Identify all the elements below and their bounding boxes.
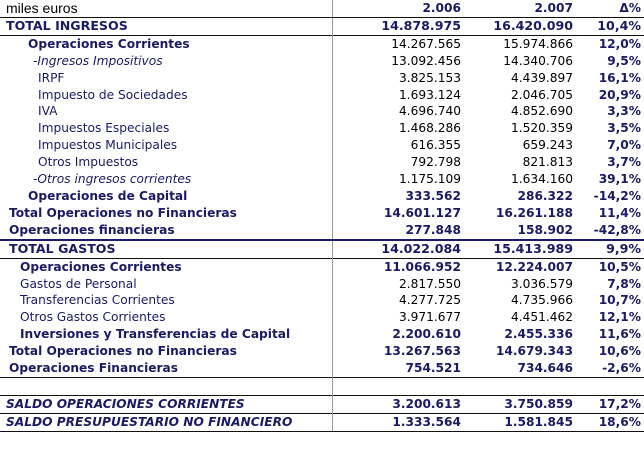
row-label: Operaciones de Capital	[28, 188, 188, 203]
delta-percent: 12,0%	[576, 35, 644, 52]
row-label: -Otros ingresos corrientes	[33, 172, 192, 187]
delta-percent: 11,4%	[598, 205, 641, 220]
value-2006: 3.200.613	[332, 395, 464, 413]
value-2007: 1.520.359	[510, 121, 573, 136]
value-2006: 14.267.565	[332, 35, 464, 52]
table-row	[0, 205, 644, 222]
delta-percent: 7,8%	[607, 276, 641, 291]
units-label: miles euros	[0, 0, 332, 17]
table-row	[0, 240, 644, 258]
value-2007: 1.634.160	[510, 172, 573, 187]
value-2006: 13.092.456	[332, 53, 464, 70]
value-2006: 4.696.740	[332, 103, 464, 120]
row-label: Operaciones Corrientes	[0, 35, 332, 52]
table-row	[0, 309, 644, 326]
table-row	[0, 120, 644, 137]
row-label: Operaciones Corrientes	[0, 258, 332, 275]
value-2006: 1.175.109	[332, 171, 464, 188]
table-row	[0, 413, 644, 431]
value-2006: 14.601.127	[332, 205, 464, 222]
delta-percent: 11,6%	[598, 327, 641, 342]
table-row	[0, 276, 644, 293]
table-row	[0, 171, 644, 188]
value-2007: 14.340.706	[503, 53, 573, 68]
value-2007: 1.581.845	[464, 413, 576, 431]
value-2007: 286.322	[517, 188, 573, 203]
delta-percent: 9,9%	[576, 240, 644, 258]
header-row	[0, 0, 644, 17]
value-2007: 3.750.859	[464, 395, 576, 413]
table-row	[0, 35, 644, 52]
row-label: Inversiones y Transferencias de Capital	[20, 327, 291, 342]
table-row	[0, 292, 644, 309]
table-row	[0, 103, 644, 120]
row-label: IRPF	[38, 70, 65, 85]
table-row	[0, 395, 644, 413]
table-row	[0, 70, 644, 87]
year-2007-header: 2.007	[464, 0, 576, 17]
delta-percent: 3,7%	[607, 155, 641, 170]
value-2006: 1.693.124	[332, 87, 464, 104]
table-row	[0, 343, 644, 360]
row-label: TOTAL INGRESOS	[6, 17, 128, 33]
table-row	[0, 53, 644, 70]
delta-percent: 10,6%	[598, 344, 641, 359]
table-row	[0, 222, 644, 240]
value-2006: 14.878.975	[332, 17, 464, 35]
value-2006: 792.798	[332, 154, 464, 171]
value-2006: 277.848	[332, 222, 464, 240]
delta-percent: -14,2%	[593, 188, 641, 203]
delta-percent: -42,8%	[593, 222, 641, 237]
table-row	[0, 154, 644, 171]
table-row	[0, 360, 644, 377]
value-2007: 3.036.579	[510, 276, 573, 291]
row-label: Otros Impuestos	[38, 155, 139, 170]
value-2007: 4.451.462	[510, 310, 573, 325]
row-label: Impuestos Municipales	[38, 138, 178, 153]
delta-percent: 7,0%	[607, 138, 641, 153]
row-label: Impuestos Especiales	[38, 121, 170, 136]
delta-percent: 10,5%	[576, 258, 644, 275]
value-2007: 4.852.690	[510, 104, 573, 119]
value-2006: 14.022.084	[332, 240, 464, 258]
value-2006: 1.468.286	[332, 120, 464, 137]
delta-percent-header: Δ%	[576, 0, 644, 17]
value-2006: 616.355	[332, 137, 464, 154]
value-2007: 2.046.705	[510, 87, 573, 102]
value-2007: 12.224.007	[464, 258, 576, 275]
delta-percent: 16,1%	[598, 70, 641, 85]
value-2007: 659.243	[522, 138, 573, 153]
value-2006: 333.562	[332, 188, 464, 205]
table-row	[0, 326, 644, 343]
delta-percent: 10,4%	[597, 17, 641, 33]
value-2006: 4.277.725	[332, 292, 464, 309]
value-2007: 14.679.343	[495, 344, 573, 359]
row-label: SALDO PRESUPUESTARIO NO FINANCIERO	[0, 413, 332, 431]
row-label: Otros Gastos Corrientes	[20, 310, 166, 325]
value-2007: 158.902	[517, 222, 573, 237]
delta-percent: 17,2%	[576, 395, 644, 413]
row-label: Transferencias Corrientes	[20, 293, 175, 308]
value-2006: 754.521	[332, 360, 464, 377]
value-2006: 3.825.153	[332, 70, 464, 87]
delta-percent: -2,6%	[602, 361, 641, 376]
row-label: SALDO OPERACIONES CORRIENTES	[0, 395, 332, 413]
delta-percent: 39,1%	[598, 172, 641, 187]
table-row	[0, 87, 644, 104]
row-label: TOTAL GASTOS	[0, 240, 332, 258]
value-2006: 2.200.610	[332, 326, 464, 343]
delta-percent: 10,7%	[598, 293, 641, 308]
row-label: IVA	[38, 104, 58, 119]
delta-percent: 3,3%	[607, 104, 641, 119]
value-2007: 15.413.989	[464, 240, 576, 258]
value-2007: 16.420.090	[493, 17, 573, 33]
delta-percent: 9,5%	[607, 53, 641, 68]
value-2007: 821.813	[522, 155, 573, 170]
value-2007: 4.735.966	[510, 293, 573, 308]
value-2007: 2.455.336	[504, 327, 573, 342]
row-label: Total Operaciones no Financieras	[9, 344, 237, 359]
value-2006: 11.066.952	[332, 258, 464, 275]
delta-percent: 3,5%	[607, 121, 641, 136]
value-2007: 4.439.897	[510, 70, 573, 85]
row-label: -Ingresos Impositivos	[33, 53, 163, 68]
value-2006: 2.817.550	[332, 276, 464, 293]
value-2006: 3.971.677	[332, 309, 464, 326]
value-2006: 1.333.564	[332, 413, 464, 431]
delta-percent: 12,1%	[598, 310, 641, 325]
row-label: Gastos de Personal	[20, 276, 137, 291]
row-label: Impuesto de Sociedades	[38, 87, 188, 102]
spacer-row	[0, 377, 644, 395]
row-label: Total Operaciones no Financieras	[9, 205, 237, 220]
table-row	[0, 137, 644, 154]
delta-percent: 18,6%	[576, 413, 644, 431]
table-row	[0, 258, 644, 275]
delta-percent: 20,9%	[598, 87, 641, 102]
value-2006: 13.267.563	[332, 343, 464, 360]
row-label: Operaciones Financieras	[9, 361, 179, 376]
year-2006-header: 2.006	[332, 0, 464, 17]
value-2007: 15.974.866	[464, 35, 576, 52]
table-row	[0, 188, 644, 205]
value-2007: 734.646	[517, 361, 573, 376]
row-label: Operaciones financieras	[9, 222, 175, 237]
table-row	[0, 17, 644, 35]
value-2007: 16.261.188	[495, 205, 573, 220]
